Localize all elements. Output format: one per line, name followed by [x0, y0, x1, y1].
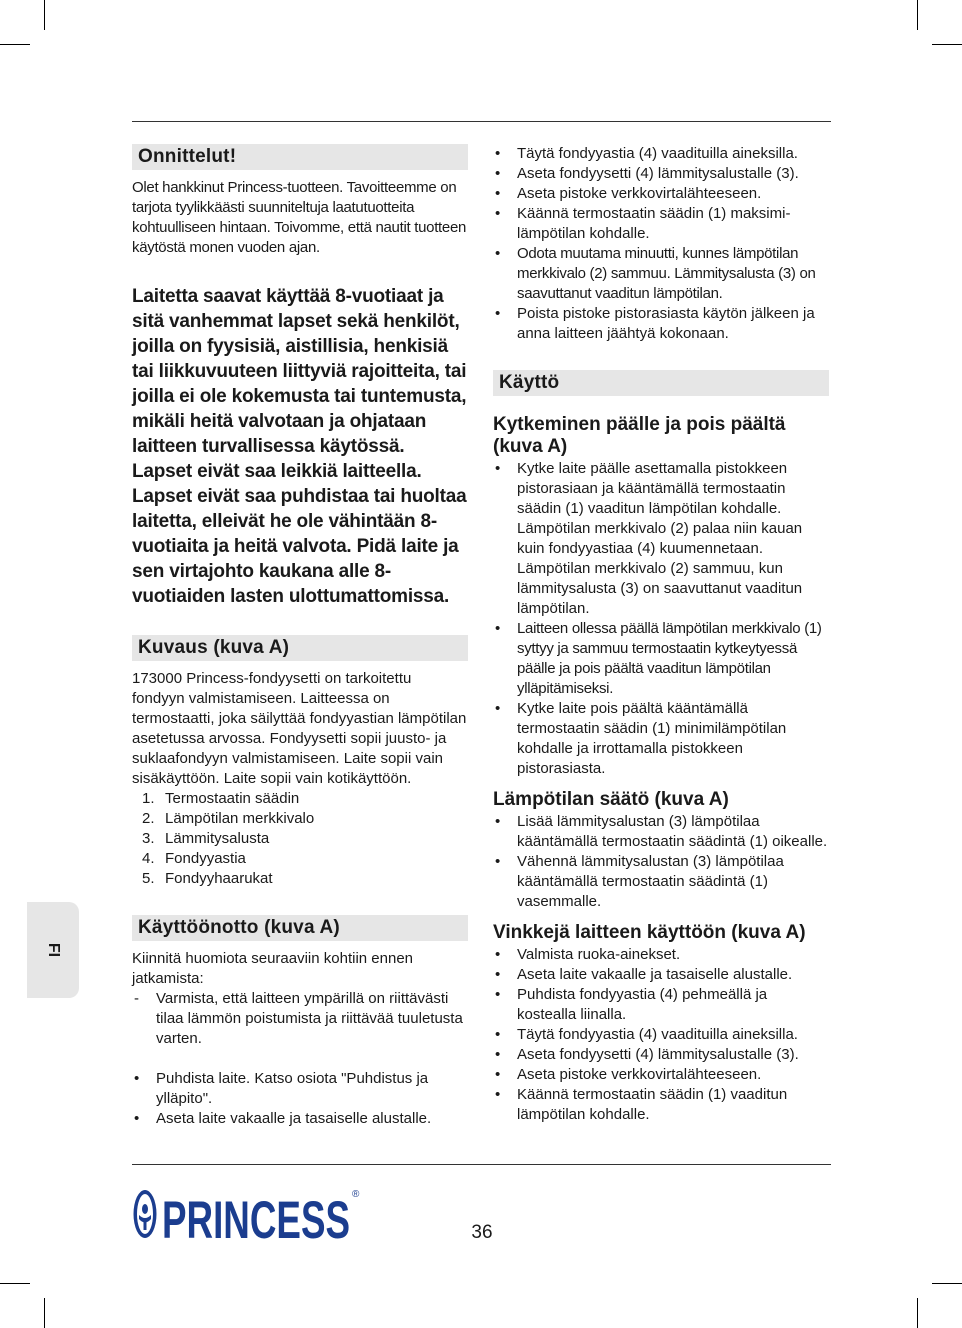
- setup-dash-list: [132, 989, 468, 1049]
- intro-paragraph: Olet hankkinut Princess-tuotteen. Tavoitteemme on tarjota tyylikkäästi suunniteltuja laatutuotteita kohtuulliseen hintaan. Toivomme, että nautit tuotteen käytöstä monen vuoden ajan.: [132, 179, 467, 256]
- bottom-rule: [132, 1164, 831, 1165]
- list-item: • Käännä termostaatin säädin (1) vaaditun lämpötilan kohdalle.: [495, 1086, 788, 1123]
- crop-mark: [932, 44, 962, 45]
- list-item: • Kytke laite päälle asettamalla pistokkeen pistorasiaan ja kääntämällä termostaatin säädin (1) vaaditun lämpötilan kohdalle. Lämpötilan merkkivalo (2) palaa niin kauan kuin fondyyastiaa (4) kuumennetaan. Lämpötilan merkkivalo (2) sammuu, kun lämmitysalusta (3) on saavuttanut vaaditun lämpötilan.: [495, 460, 803, 617]
- list-item: • Valmista ruoka-ainekset.: [495, 946, 681, 963]
- list-item: 2. Lämpötilan merkkivalo: [142, 810, 315, 827]
- list-item: • Poista pistoke pistorasiasta käytön jälkeen ja anna laitteen jäähtyä kokonaan.: [495, 305, 815, 342]
- princess-logo: [132, 1185, 364, 1243]
- list-item: • Vähennä lämmitysalustan (3) lämpötilaa kääntämällä termostaatin säädintä (1) vasemmalle.: [495, 853, 784, 910]
- list-item: • Puhdista fondyyastia (4) pehmeällä ja kostealla liinalla.: [495, 986, 768, 1023]
- page-number: 36: [471, 1222, 493, 1243]
- intro-heading: Onnittelut!: [132, 144, 468, 170]
- setup-intro: Kiinnitä huomiota seuraaviin kohtiin ennen jatkamista:: [132, 950, 414, 987]
- top-rule: [132, 121, 831, 122]
- onoff-bullet-list: [493, 459, 829, 779]
- list-item: • Täytä fondyyastia (4) vaadituilla aineksilla.: [495, 145, 798, 162]
- list-item: • Laitteen ollessa päällä lämpötilan merkkivalo (1) syttyy ja sammuu termostaatin kytkeytyessä päälle ja pois päältä vaaditun lämpötilan ylläpitämiseksi.: [495, 620, 822, 697]
- temperature-bullet-list: [493, 812, 829, 912]
- onoff-heading: Kytkeminen päälle ja pois päältä (kuva A): [493, 414, 786, 457]
- crop-mark: [917, 0, 918, 30]
- setup-heading: Käyttöönotto (kuva A): [132, 915, 468, 941]
- safety-warning: Laitetta saavat käyttää 8-vuotiaat ja sitä vanhemmat lapset sekä henkilöt, joilla on fyysisiä, aistillisia, henkisiä tai liikkuvuuteen liittyviä rajoitteita, tai joilla ei ole kokemusta tai tuntemusta, mikäli heitä valvotaan ja ohjataan laitteen turvallisessa käytössä. Lapset eivät saa leikkiä laitteella. Lapset eivät saa puhdistaa tai huoltaa laitetta, elleivät he ole vähintään 8-vuotiaita ja heitä valvota. Pidä laite ja sen virtajohto kaukana alle 8-vuotiaiden lasten ulottumattomissa.: [132, 286, 467, 607]
- list-item: 3. Lämmitysalusta: [142, 830, 270, 847]
- description-heading: Kuvaus (kuva A): [132, 635, 468, 661]
- list-item: 1. Termostaatin säädin: [142, 790, 300, 807]
- right-column: [493, 144, 829, 1125]
- list-item: • Aseta laite vakaalle ja tasaiselle alustalle.: [495, 966, 793, 983]
- crop-mark: [917, 1298, 918, 1328]
- temperature-heading: Lämpötilan säätö (kuva A): [493, 789, 729, 810]
- list-item: • Täytä fondyyastia (4) vaadituilla aineksilla.: [495, 1026, 798, 1043]
- list-item: • Aseta laite vakaalle ja tasaiselle alustalle.: [134, 1110, 432, 1127]
- language-tab: [27, 902, 79, 998]
- list-item: 5. Fondyyhaarukat: [142, 870, 273, 887]
- crop-mark: [44, 1298, 45, 1328]
- crest-icon: [134, 1190, 157, 1238]
- continued-bullet-list: [493, 144, 829, 344]
- list-item: • Aseta pistoke verkkovirtalähteeseen.: [495, 1066, 762, 1083]
- list-item: • Puhdista laite. Katso osiota "Puhdistus ja ylläpito".: [134, 1070, 429, 1107]
- list-item: • Odota muutama minuutti, kunnes lämpötilan merkkivalo (2) sammuu. Lämmitysalusta (3) on saavuttanut vaaditun lämpötilan.: [495, 245, 816, 302]
- brand-wordmark: PRINCESS: [162, 1191, 350, 1243]
- registered-mark: ®: [352, 1189, 360, 1200]
- language-code: FI: [45, 942, 62, 958]
- list-item: • Käännä termostaatin säädin (1) maksimi-lämpötilan kohdalle.: [495, 205, 791, 242]
- tips-heading: Vinkkejä laitteen käyttöön (kuva A): [493, 922, 806, 943]
- list-item: • Lisää lämmitysalustan (3) lämpötilaa kääntämällä termostaatin säädintä (1) oikealle.: [495, 813, 828, 850]
- list-item: 4. Fondyyastia: [142, 850, 246, 867]
- left-column: [132, 144, 468, 1129]
- description-paragraph: 173000 Princess-fondyysetti on tarkoitettu fondyyn valmistamiseen. Laitteessa on termostaatti, joka säilyttää fondyyastian lämpötilan asetetussa arvossa. Fondyysetti sopii juusto- ja suklaafondyyn valmistamiseen. Laite sopii vain sisäkäyttöön. Laite sopii vain kotikäyttöön.: [132, 670, 467, 787]
- crop-mark: [44, 0, 45, 30]
- parts-list: [132, 789, 468, 889]
- list-item: • Aseta fondyysetti (4) lämmitysalustalle (3).: [495, 165, 799, 182]
- list-item: • Aseta pistoke verkkovirtalähteeseen.: [495, 185, 762, 202]
- list-item: • Aseta fondyysetti (4) lämmitysalustalle (3).: [495, 1046, 799, 1063]
- crop-mark: [932, 1283, 962, 1284]
- list-item: - Varmista, että laitteen ympärillä on riittävästi tilaa lämmön poistumista ja riittävää tuuletusta varten.: [134, 990, 463, 1047]
- list-item: • Kytke laite pois päältä kääntämällä termostaatin säädin (1) minimilämpötilan kohdalle ja irrottamalla pistokkeen pistorasiasta.: [495, 700, 787, 777]
- crop-mark: [0, 44, 30, 45]
- tips-bullet-list: [493, 945, 829, 1125]
- use-heading: Käyttö: [493, 370, 829, 396]
- setup-bullet-list: [132, 1069, 468, 1129]
- crop-mark: [0, 1283, 30, 1284]
